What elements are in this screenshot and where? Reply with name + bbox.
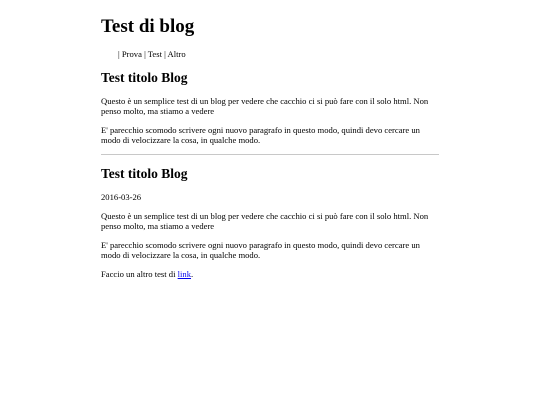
link-sentence [101, 269, 439, 279]
nav-menu: | Prova | Test | Altro [118, 49, 186, 59]
post-date: 2016-03-26 [101, 192, 142, 202]
post-title: Test titolo Blog [101, 166, 188, 181]
link-sentence-prefix: Faccio un altro test di [101, 269, 178, 279]
post-paragraph: E' parecchio scomodo scrivere ogni nuovo paragrafo in questo modo, quindi devo cercare un modo di velocizzare la cosa, in qualche modo. [101, 125, 420, 145]
post-paragraph: Questo è un semplice test di un blog per vedere che cacchio ci si può fare con il solo html. Non penso molto, ma stiamo a vedere [101, 211, 429, 231]
post-paragraph: Questo è un semplice test di un blog per vedere che cacchio ci si può fare con il solo html. Non penso molto, ma stiamo a vedere [101, 96, 429, 116]
post-paragraph: E' parecchio scomodo scrivere ogni nuovo paragrafo in questo modo, quindi devo cercare un modo di velocizzare la cosa, in qualche modo. [101, 240, 420, 260]
post-divider [101, 154, 439, 155]
post-title: Test titolo Blog [101, 70, 188, 85]
site-title: Test di blog [101, 16, 195, 37]
link-sentence-suffix: . [191, 269, 194, 279]
test-link[interactable]: link [177, 269, 191, 279]
